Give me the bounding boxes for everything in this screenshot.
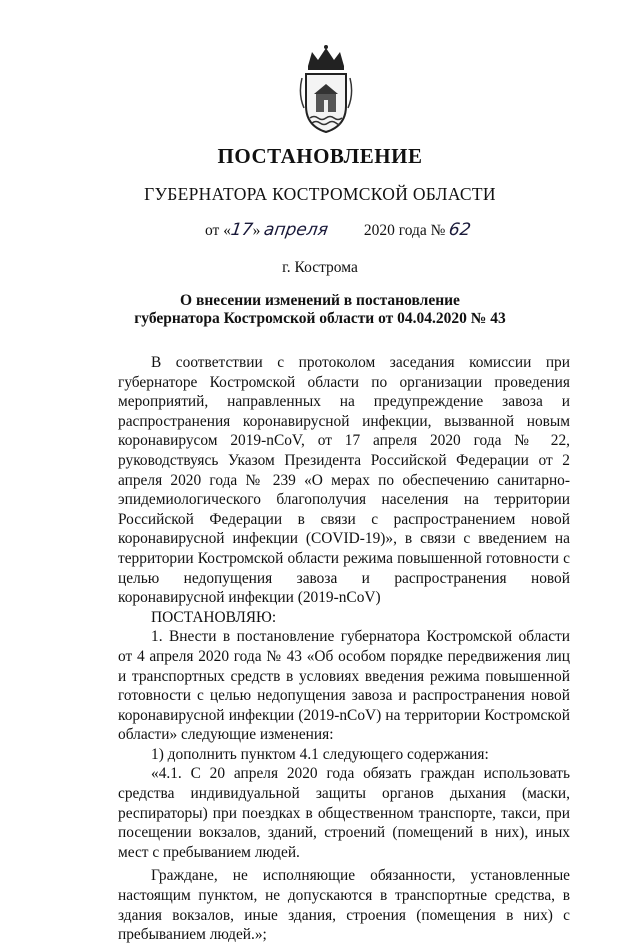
issuer-subtitle: ГУБЕРНАТОРА КОСТРОМСКОЙ ОБЛАСТИ [144,184,496,204]
coat-of-arms-emblem [298,44,354,136]
subject-line-1: О внесении изменений в постановление [180,292,460,309]
date-day-handwritten: 17 [229,220,254,240]
document-body [118,353,570,945]
date-line [205,220,471,240]
paragraph-item-1: 1. Внести в постановление губернатора Костромской области от 4 апреля 2020 года № 43 «Об особом порядке передвижения лиц и транспортных средств в условиях введения режима повышенной готовности с целью недопущения завоза и распространения новой коронавирусной инфекции (2019-nCoV) на территории Костромской области» следующие изменения: [118,628,570,744]
date-month-handwritten: апреля [262,220,330,240]
paragraph-subitem-1: 1) дополнить пунктом 4.1 следующего содержания: [151,745,489,763]
date-separator: » [252,222,261,239]
paragraph-clause-4-1: «4.1. С 20 апреля 2020 года обязать граждан использовать средства индивидуальной защиты органов дыхания (маски, респираторы) при поездках в общественном транспорте, такси, при посещении вокзалов, зданий, строений (помещений в них), иных мест с пребыванием людей. [118,765,570,861]
date-prefix: от « [205,222,231,239]
date-year: 2020 года № [363,222,446,239]
paragraph-preamble: В соответствии с протоколом заседания комиссии при губернаторе Костромской области по организации проведения мероприятий, направленных на предупреждение завоза и распространения коронавирусной инфекции, вызванной новым коронавирусом 2019-nCoV, от 17 апреля 2020 года № 22, руководствуясь Указом Президента Российской Федерации от 2 апреля 2020 года № 239 «О мерах по обеспечению санитарно-эпидемиологического благополучия населения на территории Российской Федерации в связи с распространением новой коронавирусной инфекции (COVID-19)», в связи с введением на территории Костромской области режима повышенной готовности с целью недопущения завоза и распространения новой коронавирусной инфекции (2019-nCoV) [118,354,570,607]
document-subject [0,292,640,328]
city-line: г. Кострома [282,259,358,276]
document-title: ПОСТАНОВЛЕНИЕ [217,144,423,168]
subject-line-2: губернатора Костромской области от 04.04.2020 № 43 [134,310,506,327]
doc-number-handwritten: 62 [447,220,473,240]
paragraph-clause-4-1-cont: Граждане, не исполняющие обязанности, установленные настоящим пунктом, не допускаются в транспортные средства, в здания вокзалов, иные здания, строения (помещения в них) с пребыванием людей.»; [118,867,570,944]
paragraph-resolve: ПОСТАНОВЛЯЮ: [151,608,277,626]
